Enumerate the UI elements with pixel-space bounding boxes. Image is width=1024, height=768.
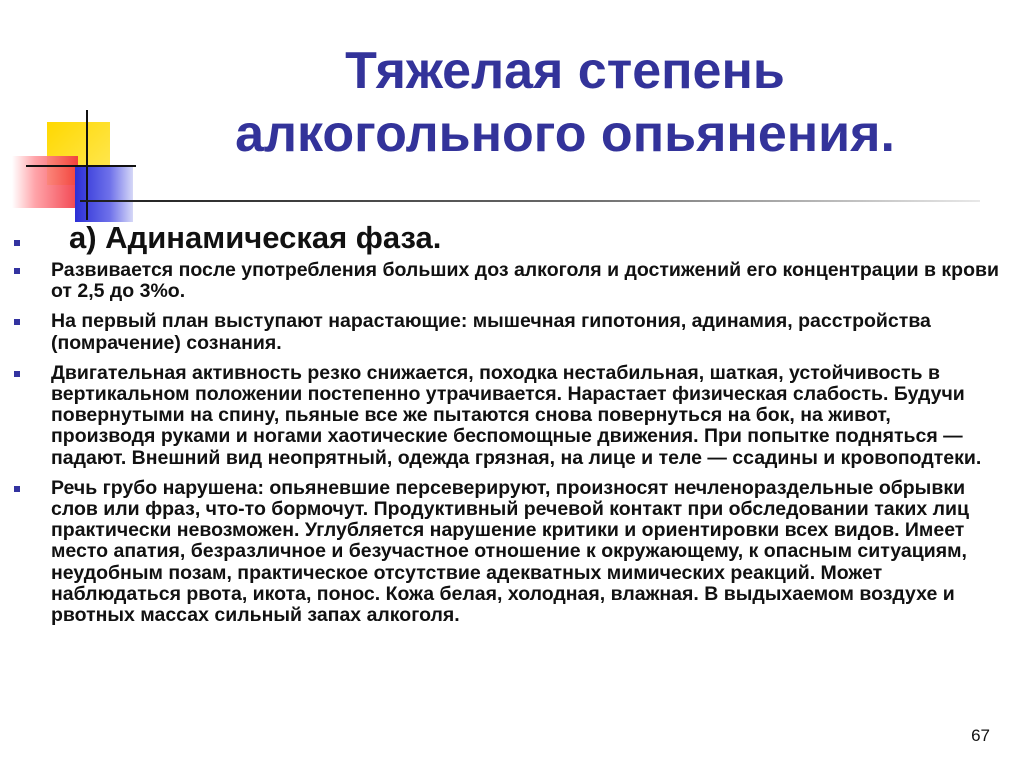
bullet-text: Развивается после употребления больших доз алкоголя и достижений его концентрации в крови от 2,5 до 3%о.	[51, 259, 999, 303]
slide-title-line-2: алкогольного опьянения.	[235, 105, 895, 163]
bullet-square-icon	[14, 240, 20, 246]
bullet-text: Двигательная активность резко снижается, походка нестабильная, шаткая, устойчивость в вертикальном положении постепенно утрачивается. Нарастает физическая слабость. Будучи повернутыми на спину, пьяные все же пытаются снова повернуться на бок, на живот, производя руками и ногами хаотические беспомощные движения. При попытке подняться — падают. Внешний вид неопрятный, одежда грязная, на лице и теле — ссадины и кровоподтеки.	[51, 361, 982, 469]
bullet-list	[14, 218, 999, 635]
title-underline	[80, 200, 980, 202]
bullet-item	[14, 478, 999, 626]
bullet-item	[14, 363, 999, 469]
bullet-item	[14, 260, 999, 302]
bullet-square-icon	[14, 486, 20, 492]
bullet-heading-text: а) Адинамическая фаза.	[69, 220, 442, 255]
page-number: 67	[971, 726, 990, 745]
slide-title-line-1: Тяжелая степень	[345, 42, 785, 100]
bullet-square-icon	[14, 319, 20, 325]
bullet-square-icon	[14, 268, 20, 274]
red-square-decoration	[12, 156, 78, 208]
blue-square-decoration	[75, 166, 133, 222]
bullet-item-heading	[14, 218, 999, 258]
bullet-text: На первый план выступают нарастающие: мышечная гипотония, адинамия, расстройства (помрачение) сознания.	[51, 310, 931, 354]
bullet-item	[14, 311, 999, 353]
bullet-text: Речь грубо нарушена: опьяневшие персеверируют, произносят нечленораздельные обрывки слов или фраз, что-то бормочут. Продуктивный речевой контакт при обследовании таких лиц практически невозможен. Углубляется нарушение критики и ориентировки всех видов. Имеет место апатия, безразличное и безучастное отношение к окружающему, к опасным ситуациям, неудобным позам, практическое отсутствие адекватных мимических реакций. Может наблюдаться рвота, икота, понос. Кожа белая, холодная, влажная. В выдыхаемом воздухе и рвотных массах сильный запах алкоголя.	[51, 476, 969, 627]
bullet-square-icon	[14, 371, 20, 377]
slide-title	[145, 40, 985, 166]
horizontal-line-decoration	[26, 165, 136, 167]
